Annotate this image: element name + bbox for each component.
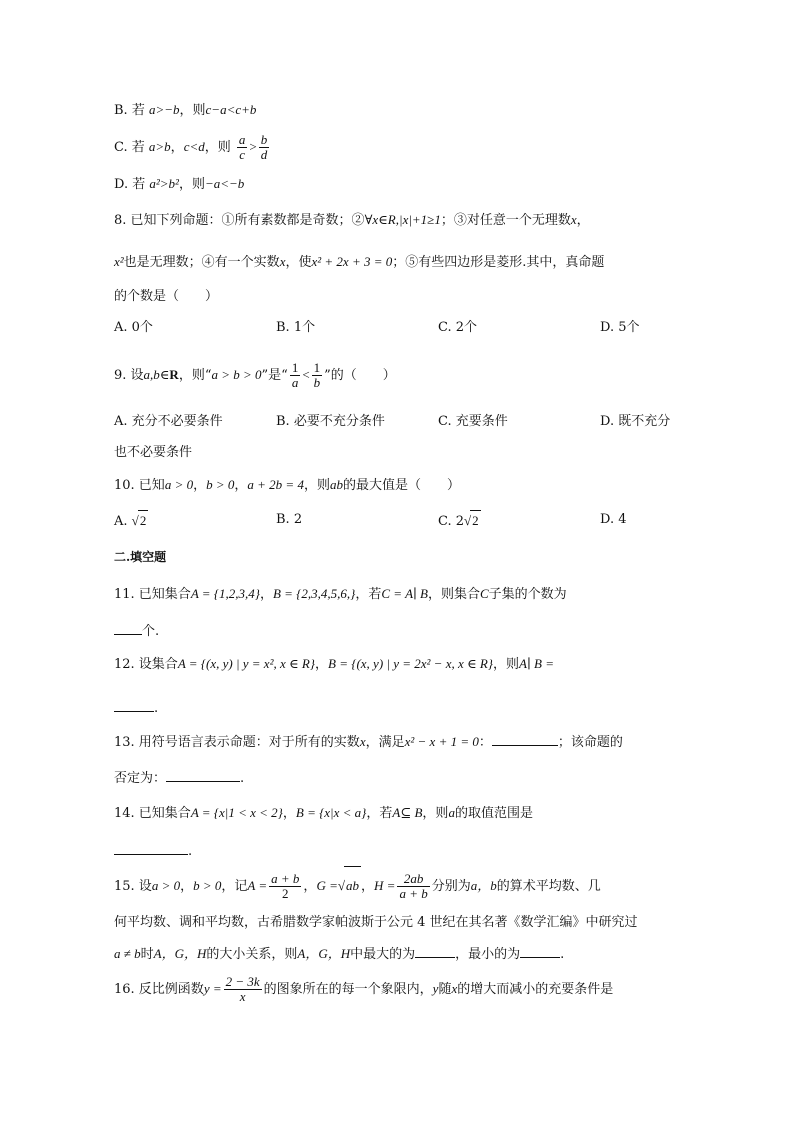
q15-line2: 何平均数、调和平均数，古希腊数学家帕波斯于公元 4 世纪在其名著《数学汇编》中研究过 [114,915,638,930]
q7-option-c: C. 若 a>b，c<d，则 $\frac{a}{c}$ > $\frac{b}{d}$ [114,132,268,162]
q11-line2: 个. [114,620,159,642]
fraction-a-over-c: $\frac{a}{c}$ [238,132,246,162]
q7-option-d: D. 若 a²>b²，则−a<−b [114,176,245,192]
fraction-b-over-d: $\frac{b}{d}$ [260,132,268,162]
q10-option-d: D. 4 [600,512,627,527]
answer-blank[interactable] [492,731,558,746]
q14-line2: . [114,840,192,862]
q8-line2: x²也是无理数；④有一个实数x，使x² + 2x + 3 = 0；⑤有些四边形是菱形.其中，真命题 [114,254,605,270]
q14-line1: 14. 已知集合A = {x|1 < x < 2}，B = {x|x < a}，若A⊆ B，则a的取值范围是 [114,805,533,821]
q10-line1: 10. 已知a > 0，b > 0，a + 2b = 4，则ab的最大值是（ ） [114,477,460,493]
q16-line1: 16. 反比例函数y = $\frac{2 - 3k}{x}$ 的图象所在的每一个象限内，y随x的增大而减小的充要条件是 [114,974,614,1004]
q9-option-b: B. 必要不充分条件 [276,414,385,429]
fraction-1-over-a: $\frac{1}{a}$ [291,360,299,390]
answer-blank[interactable] [415,943,455,958]
q15-line3: a ≠ b时A，G，H的大小关系，则A，G，H中最大的为 ，最小的为 . [114,943,564,965]
q13-line2: 否定为： . [114,767,244,789]
fraction-1-over-b: $\frac{1}{b}$ [313,360,321,390]
q8-option-d: D. 5个 [600,320,640,335]
answer-blank[interactable] [114,840,188,855]
q7-option-b: B. 若 a>−b，则c−a<c+b [114,102,257,118]
q15-line1: 15. 设a > 0，b > 0，记A = $\frac{a + b}{2}$ ，G =√ab ，H = $\frac{2ab}{a + b}$ 分别为a，b的算术平均数、几 [114,866,601,906]
q9-option-c: C. 充要条件 [438,414,508,429]
q11-line1: 11. 已知集合A = {1,2,3,4}，B = {2,3,4,5,6,}，若C = A∣ B，则集合C子集的个数为 [114,586,567,602]
q13-line1: 13. 用符号语言表示命题：对于所有的实数x，满足x² − x + 1 = 0： ；该命题的 [114,731,623,753]
q10-option-c: C. 2√2 [438,510,481,532]
q8-option-c: C. 2个 [438,320,478,335]
q9-option-d: D. 既不充分 [600,414,671,429]
q12-line1: 12. 设集合A = {(x, y) | y = x², x ∈ R}，B = {(x, y) | y = 2x² − x, x ∈ R}，则A∣ B = [114,656,554,672]
answer-blank[interactable] [166,767,240,782]
q8-option-b: B. 1个 [276,320,316,335]
q8-option-a: A. 0个 [114,320,153,335]
q8-line3: 的个数是（ ） [114,289,219,304]
q9-option-a: A. 充分不必要条件 [114,414,223,429]
q9-line1: 9. 设a,b∈R，则“a > b > 0”是“ $\frac{1}{a}$ < $\frac{1}{b}$ ”的（ ） [114,360,396,390]
q8-line1: 8. 已知下列命题：①所有素数都是奇数；②∀x∈R,|x|+1≥1；③对任意一个无理数x， [114,212,590,228]
q9-option-d-cont: 也不必要条件 [114,445,193,460]
answer-blank[interactable] [520,943,560,958]
fraction-harmonic-mean: $\frac{2ab}{a + b}$ [399,871,428,901]
q10-option-b: B. 2 [276,512,303,527]
answer-blank[interactable] [114,697,154,712]
section-heading: 二.填空题 [114,550,167,564]
fraction-arithmetic-mean: $\frac{a + b}{2}$ [271,871,300,901]
q12-line2: . [114,697,158,719]
fraction-2-minus-3k-over-x: $\frac{2 - 3k}{x}$ [225,974,260,1004]
answer-blank[interactable] [114,620,142,635]
q10-option-a: A. √2 [114,510,148,532]
